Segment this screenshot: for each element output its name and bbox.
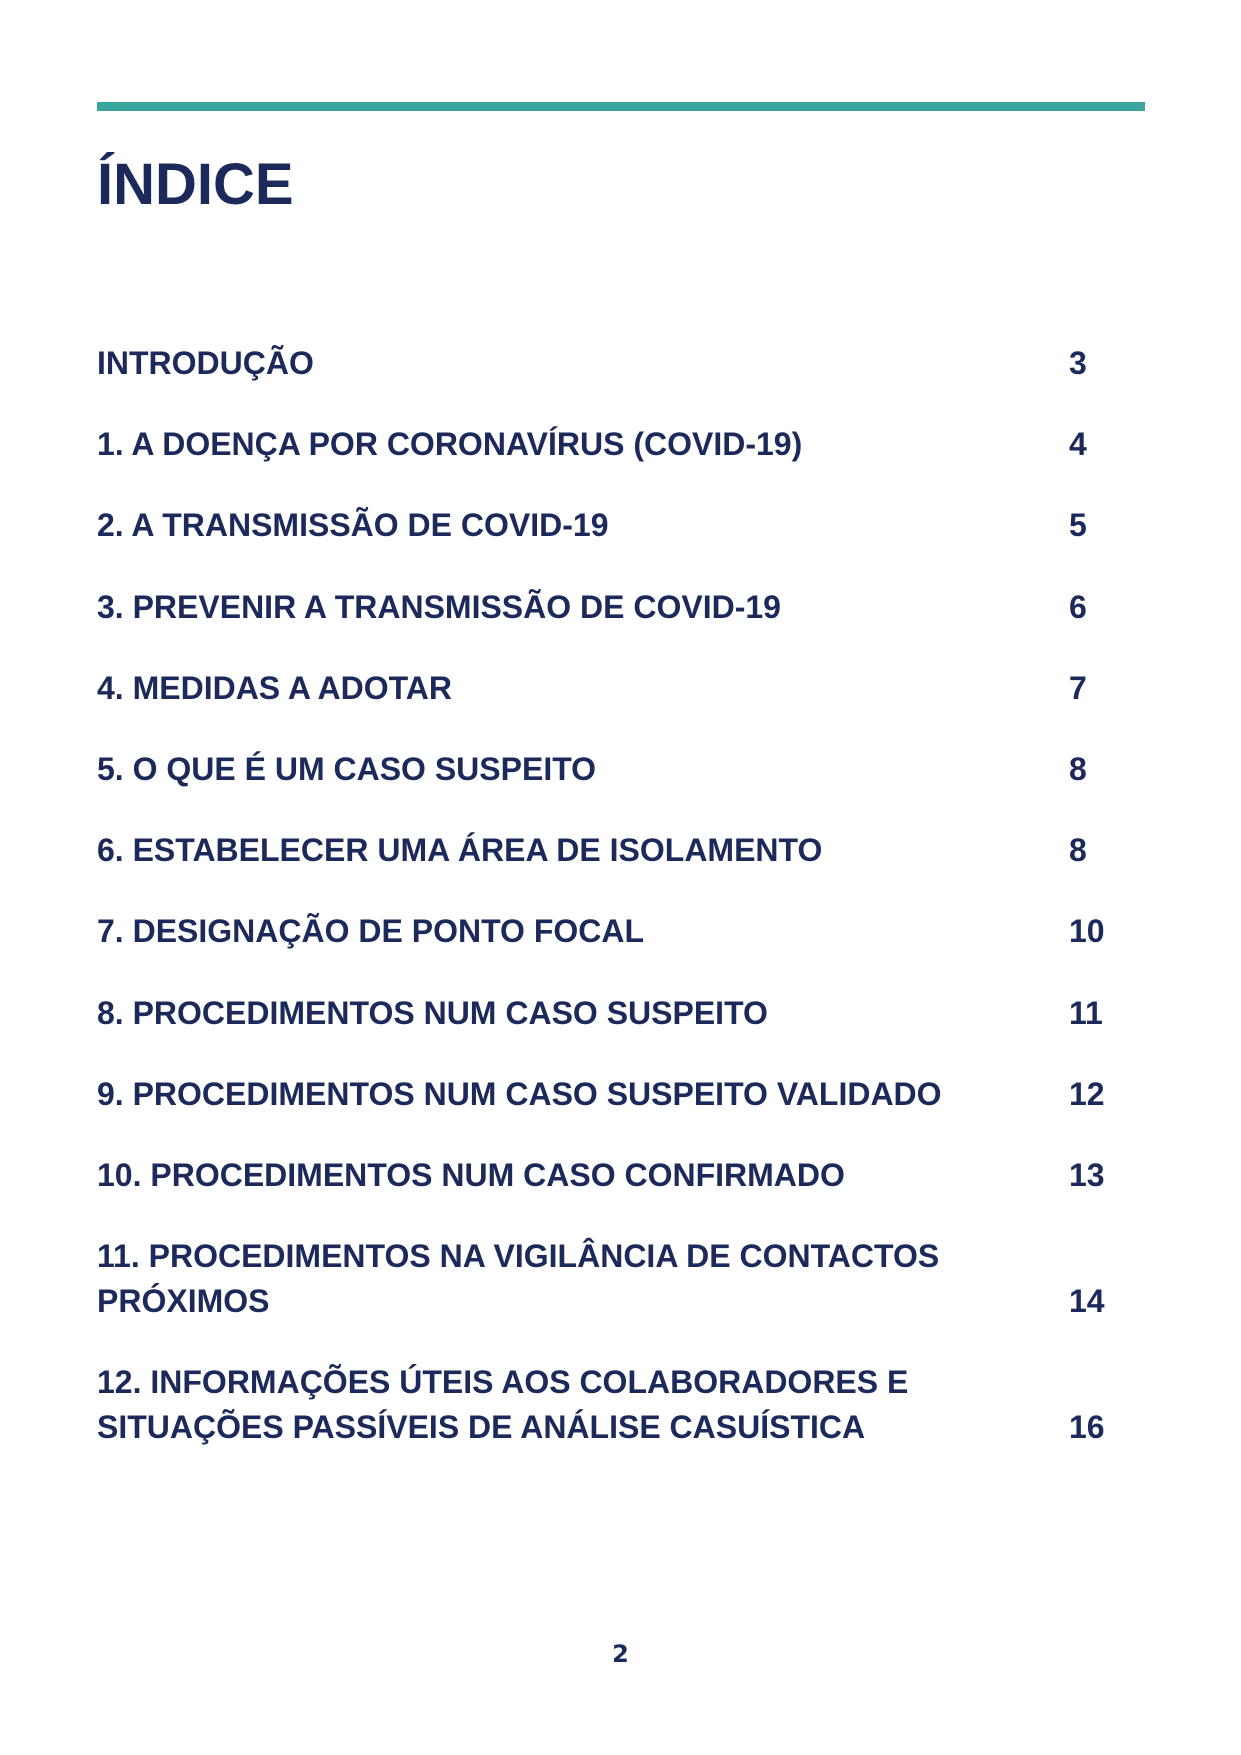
toc-entry-label: 2. A TRANSMISSÃO DE COVID-19 xyxy=(97,507,609,543)
toc-entry-label: 6. ESTABELECER UMA ÁREA DE ISOLAMENTO xyxy=(97,832,823,868)
toc-entry-1[interactable] xyxy=(97,422,1137,467)
toc-entry-page: 14 xyxy=(1069,1283,1105,1319)
header-rule xyxy=(97,102,1145,111)
page-title: ÍNDICE xyxy=(97,152,294,217)
toc-entry-3[interactable] xyxy=(97,585,1137,630)
toc-entry-label: 8. PROCEDIMENTOS NUM CASO SUSPEITO xyxy=(97,995,768,1031)
toc-entry-8[interactable] xyxy=(97,991,1137,1036)
toc-entry-introducao[interactable] xyxy=(97,341,1137,386)
toc-entry-label: 5. O QUE É UM CASO SUSPEITO xyxy=(97,751,597,787)
toc-entry-label: INTRODUÇÃO xyxy=(97,345,314,381)
toc-entry-page: 4 xyxy=(1069,426,1087,462)
toc-entry-page: 16 xyxy=(1069,1409,1105,1445)
toc-entry-6[interactable] xyxy=(97,828,1137,873)
toc-entry-page: 6 xyxy=(1069,589,1087,625)
toc-entry-page: 8 xyxy=(1069,751,1087,787)
toc-entry-label: 11. PROCEDIMENTOS NA VIGILÂNCIA DE CONTACTOS PRÓXIMOS xyxy=(97,1238,940,1319)
toc-entry-label: 4. MEDIDAS A ADOTAR xyxy=(97,670,452,706)
toc-entry-page: 11 xyxy=(1069,995,1103,1031)
toc-entry-page: 10 xyxy=(1069,913,1105,949)
toc-entry-page: 7 xyxy=(1069,670,1087,706)
toc-entry-page: 5 xyxy=(1069,507,1087,543)
toc-entry-page: 3 xyxy=(1069,345,1087,381)
page-number: 2 xyxy=(612,1640,629,1668)
toc-entry-page: 12 xyxy=(1069,1076,1105,1112)
toc-entry-5[interactable] xyxy=(97,747,1137,792)
toc-entry-page: 13 xyxy=(1069,1157,1105,1193)
toc-entry-label: 7. DESIGNAÇÃO DE PONTO FOCAL xyxy=(97,913,645,949)
toc-entry-2[interactable] xyxy=(97,503,1137,548)
toc-entry-10[interactable] xyxy=(97,1153,1137,1198)
toc-entry-11[interactable] xyxy=(97,1234,1137,1324)
toc-entry-9[interactable] xyxy=(97,1072,1137,1117)
toc-entry-label: 3. PREVENIR A TRANSMISSÃO DE COVID-19 xyxy=(97,589,781,625)
toc-entry-12[interactable] xyxy=(97,1360,1137,1450)
toc-entry-label: 9. PROCEDIMENTOS NUM CASO SUSPEITO VALIDADO xyxy=(97,1076,942,1112)
toc-entry-label: 1. A DOENÇA POR CORONAVÍRUS (COVID-19) xyxy=(97,426,803,462)
toc-entry-page: 8 xyxy=(1069,832,1087,868)
toc-entry-4[interactable] xyxy=(97,666,1137,711)
toc-entry-7[interactable] xyxy=(97,909,1137,954)
toc-entry-label: 10. PROCEDIMENTOS NUM CASO CONFIRMADO xyxy=(97,1157,845,1193)
toc-entry-label: 12. INFORMAÇÕES ÚTEIS AOS COLABORADORES E SITUAÇÕES PASSÍVEIS DE ANÁLISE CASUÍSTICA xyxy=(97,1364,909,1445)
